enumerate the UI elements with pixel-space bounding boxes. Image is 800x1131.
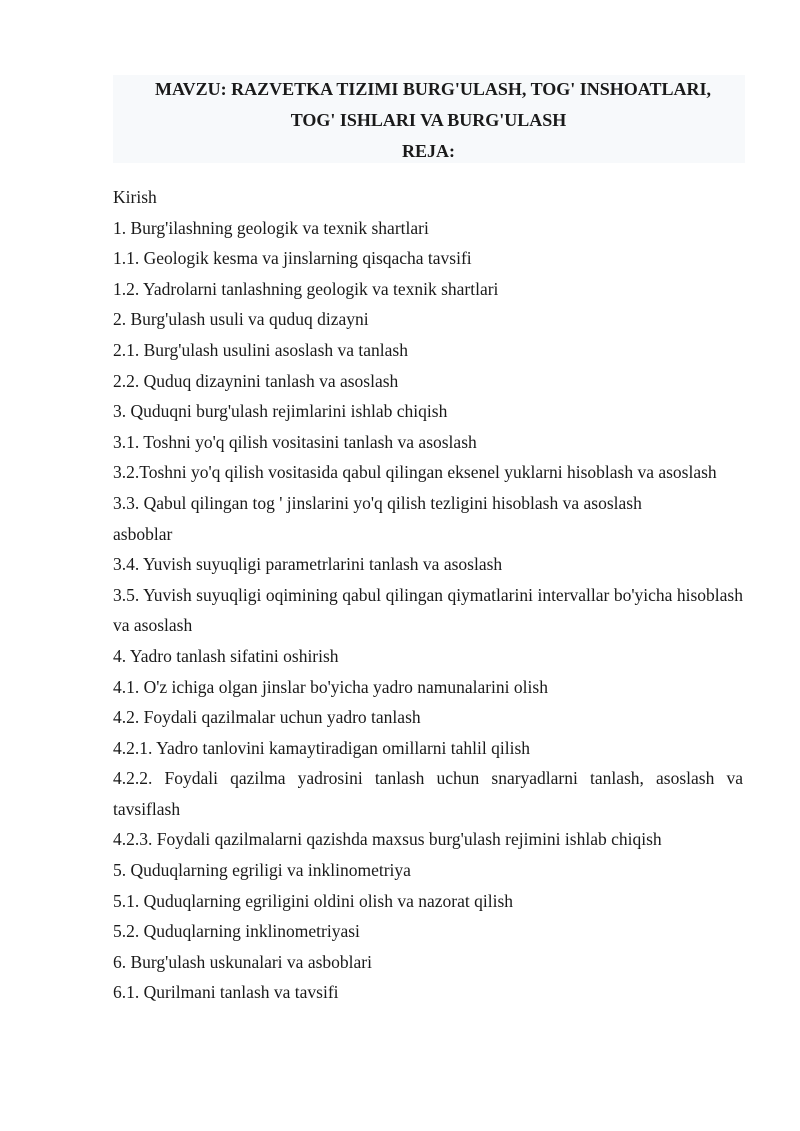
toc-item: 3.1. Toshni yo'q qilish vositasini tanlash va asoslash [113, 431, 477, 452]
toc-item: 4. Yadro tanlash sifatini oshirish [113, 645, 339, 666]
toc-item: 3.4. Yuvish suyuqligi parametrlarini tanlash va asoslash [113, 554, 503, 575]
toc-item: 4.2.3. Foydali qazilmalarni qazishda maxsus burg'ulash rejimini ishlab chiqish [113, 829, 662, 850]
toc-item: 4.2.1. Yadro tanlovini kamaytiradigan omillarni tahlil qilish [113, 737, 531, 758]
toc-item: 2.2. Quduq dizaynini tanlash va asoslash [113, 370, 399, 391]
toc-item: 1.2. Yadrolarni tanlashning geologik va texnik shartlari [113, 278, 499, 299]
toc-item: 4.2.2. Foydali qazilma yadrosini tanlash uchun snaryadlarni tanlash, asoslash va tavsiflash [113, 768, 743, 819]
toc-item: 4.2. Foydali qazilmalar uchun yadro tanlash [113, 707, 421, 728]
toc-item: 2. Burg'ulash usuli va quduq dizayni [113, 309, 369, 330]
toc-item: 3.3. Qabul qilingan tog ' jinslarini yo'q qilish tezligini hisoblash va asoslash asboblar [113, 492, 642, 544]
toc-item: 5. Quduqlarning egriligi va inklinometriya [113, 860, 411, 881]
document-title-line-1: MAVZU: RAZVETKA TIZIMI BURG'ULASH, TOG' INSHOATLARI, [155, 79, 711, 99]
toc-item: 5.1. Quduqlarning egriligini oldini olish va nazorat qilish [113, 890, 514, 911]
toc-item: 4.1. O'z ichiga olgan jinslar bo'yicha yadro namunalarini olish [113, 676, 548, 697]
toc-item: 6.1. Qurilmani tanlash va tavsifi [113, 982, 339, 1003]
toc-item: 1.1. Geologik kesma va jinslarning qisqacha tavsifi [113, 248, 472, 269]
toc-item: 6. Burg'ulash uskunalari va asboblari [113, 951, 372, 972]
table-of-contents [113, 182, 743, 1008]
toc-item: 2.1. Burg'ulash usulini asoslash va tanlash [113, 339, 408, 360]
toc-item: 5.2. Quduqlarning inklinometriyasi [113, 921, 360, 942]
toc-item: 1. Burg'ilashning geologik va texnik shartlari [113, 217, 429, 238]
plan-heading: REJA: [402, 141, 455, 161]
toc-item: Kirish [113, 187, 157, 207]
toc-item: 3.2.Toshni yo'q qilish vositasida qabul qilingan eksenel yuklarni hisoblash va asoslash [113, 462, 717, 483]
document-title-line-2: TOG' ISHLARI VA BURG'ULASH [290, 110, 567, 130]
toc-item: 3.5. Yuvish suyuqligi oqimining qabul qilingan qiymatlarini intervallar bo'yicha hisoblash va asoslash [113, 584, 743, 636]
toc-item: 3. Quduqni burg'ulash rejimlarini ishlab chiqish [113, 401, 448, 422]
